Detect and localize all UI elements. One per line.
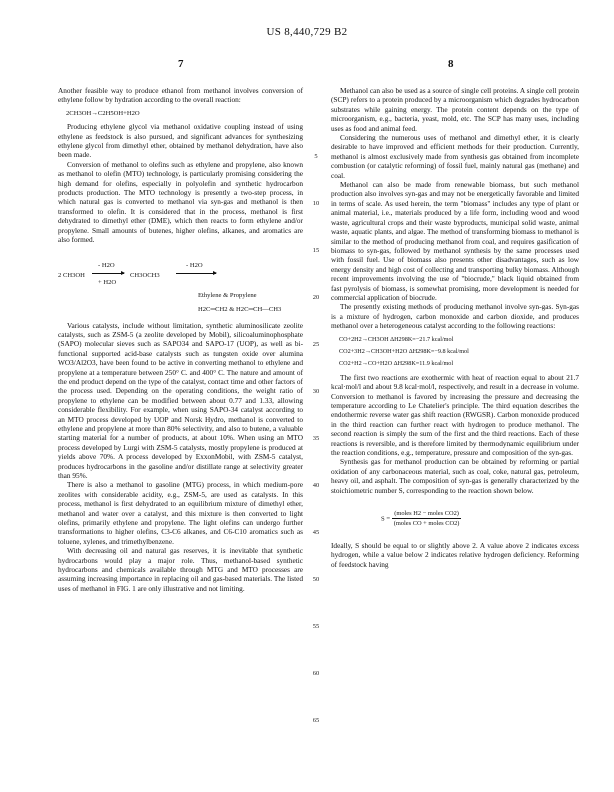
paragraph: Various catalysts, include without limitation, synthetic aluminosilicate zeolite catalysts, such as ZSM-5 (a zeolite developed by Mobil), silicoaluminophosphate (SAPO) molecular sieves such as SAPO34 and SAPO-17 (UOP), as well as bi-functional supported acid-base catalysts such as tungsten oxide over alumina WO3/Al2O3, have been found to be active in converting methanol to ethylene and propylene at a temperature between 250° C. and 400° C. The nature and amount of the end product depend on the type of the catalyst, contact time and other factors of the process used. Depending on the operating conditions, the weight ratio of propylene to ethylene can be modified between about 0.77 and 1.33, allowing considerable flexibility. For example, when using SAPO-34 catalyst according to an MTO process developed by UOP and Norsk Hydro, methanol is converted to ethylene and propylene at more than 80% selectivity, and also to butene, a valuable starting material for a number of products, at about 10%. When using an MTO process developed by Lurgi with ZSM-5 catalysts, mostly propylene is produced at yields above 70%. A process developed by ExxonMobil, with ZSM-5 catalyst, produces hydrocarbons in the gasoline and/or distillate range at selectivity greater than 95%. bbox=[58, 320, 303, 480]
paragraph: The first two reactions are exothermic with heat of reaction equal to about 21.7 kcal·mol/l and about 9.8 kcal·mol/l, respectively, and result in a decrease in volume. Conversion to methanol is favored by increasing the pressure and decreasing the temperature according to Le Chatelier's principle. The third equation describes the endothermic reverse water gas shift reaction (RWGSR). Carbon monoxide produced in the third reaction can further react with hydrogen to produce methanol. The second reaction is simply the sum of the first and the third reactions. Each of these reactions is reversible, and is therefore limited by thermodynamic equilibrium under the reaction conditions, e.g., temperature, pressure and composition of the syn-gas. bbox=[331, 372, 579, 458]
forward-arrow-icon bbox=[176, 273, 216, 274]
fraction bbox=[392, 509, 462, 529]
line-number: 25 bbox=[312, 341, 320, 348]
paragraph: Considering the numerous uses of methanol and dimethyl ether, it is clearly desirable to have improved and efficient methods for their production. Currently, methanol is almost exclusively made from synthesis gas obtained from incomplete combustion (or catalytic reforming) of fossil fuel, mainly natural gas (methane) and coal. bbox=[331, 133, 579, 180]
page-number-right: 8 bbox=[448, 58, 454, 70]
paragraph: Another feasible way to produce ethanol from methanol involves conversion of ethylene follow by hydration according to the overall reaction: bbox=[58, 86, 303, 105]
line-number: 15 bbox=[312, 247, 320, 254]
paragraph: Producing ethylene glycol via methanol oxidative coupling instead of using ethylene as feedstock is also pursued, and significant advances for synthesizing ethylene glycol from dimethyl ether, obtained by methanol dehydration, have also been made. bbox=[58, 122, 303, 160]
right-column bbox=[331, 86, 579, 569]
equation-rwgs: CO2+H2→CO+H2O ΔH298K=11.9 kcal/mol bbox=[339, 360, 454, 368]
line-number: 55 bbox=[312, 623, 320, 630]
paragraph: Methanol can also be used as a source of single cell proteins. A single cell protein (SCP) refers to a protein produced by a microorganism which degrades hydrocarbon substrates while gaining energy. The protein content depends on the type of microorganism, e.g., bacteria, yeast, mold, etc. The SCP has many uses, including uses as food and animal feed. bbox=[331, 86, 579, 133]
left-column bbox=[58, 86, 303, 593]
scheme-arrow2-label: - H2O bbox=[186, 261, 203, 269]
line-number: 50 bbox=[312, 576, 320, 583]
paragraph: Methanol can also be made from renewable biomass, but such methanol production also involves syn-gas and may not be energetically favorable and limited in terms of scale. As used herein, the term "biomass" includes any type of plant or animal material, i.e., materials produced by a life form, including wood and wood waste, agricultural crops and their waste byproducts, municipal solid waste, animal waste, aquatic plants, and algae. The method of transforming biomass to methanol is similar to the method of producing methanol from coal, and requires gasification of biomass to syn-gas, followed by methanol synthesis by the same processes used with fossil fuel. Use of biomass also presents other disadvantages, such as low energy density and high cost of collecting and transporting bulky biomass. Although recent improvements involving the use of "biocrude," black liquid obtained from fast pyrolysis of biomass, is somewhat promising, more development is needed for commercial application of biocrude. bbox=[331, 180, 579, 302]
equation-lhs: S = bbox=[381, 515, 391, 523]
forward-arrow-icon bbox=[92, 273, 124, 274]
scheme-product-formula: H2C═CH2 & H2C═CH—CH3 bbox=[198, 305, 282, 313]
line-number: 30 bbox=[312, 388, 320, 395]
stoichiometric-number-equation bbox=[381, 509, 579, 529]
paragraph: Ideally, S should be equal to or slightly above 2. A value above 2 indicates excess hydrogen, while a value below 2 indicates relative hydrogen deficiency. Reforming of feedstock having bbox=[331, 540, 579, 569]
scheme-reactant: 2 CH3OH bbox=[58, 271, 85, 279]
paragraph: There is also a methanol to gasoline (MTG) process, in which medium-pore zeolites with considerable acidity, e.g., ZSM-5, are used as catalysts. In this process, methanol is first dehydrated to an equilibrium mixture of dimethyl ether, methanol and water over a catalyst, and this mixture is then converted to light olefins, primarily ethylene and propylene. The light olefins can undergo further transformations to higher olefins, C3-C6 alkanes, and C6-C10 aromatics such as toluene, xylenes, and trimethylbenzene. bbox=[58, 480, 303, 546]
line-number: 20 bbox=[312, 294, 320, 301]
fraction-denominator: (moles CO + moles CO2) bbox=[393, 520, 460, 528]
line-number: 40 bbox=[312, 482, 320, 489]
mto-reaction-scheme bbox=[58, 251, 303, 315]
paragraph: The presently existing methods of producing methanol involve syn-gas. Syn-gas is a mixture of hydrogen, carbon monoxide and carbon dioxide, and produces methanol over a heterogeneous catalyst according to the following reactions: bbox=[331, 302, 579, 331]
scheme-arrow1-label: - H2O bbox=[98, 261, 115, 269]
page-number-left: 7 bbox=[178, 58, 184, 70]
paragraph: Conversion of methanol to olefins such as ethylene and propylene, also known as methanol to olefin (MTO) technology, is particularly promising considering the high demand for olefins, especially in polyolefin and synthetic hydrocarbon products production. The MTO technology is presently a two-step process, in which natural gas is converted to methanol via syn-gas and methanol is then transformed to olefin. It is considered that in the process, methanol is first dehydrated to dimethyl ether (DME), which then reacts to form ethylene and/or propylene. Small amounts of butenes, higher olefins, alkanes, and aromatics are also formed. bbox=[58, 159, 303, 245]
line-number: 45 bbox=[312, 529, 320, 536]
scheme-arrow1-label-bottom: + H2O bbox=[98, 278, 117, 286]
equation-ethanol: 2CH3OH→C2H5OH+H2O bbox=[66, 109, 140, 117]
patent-number: US 8,440,729 B2 bbox=[266, 26, 348, 38]
paragraph: With decreasing oil and natural gas reserves, it is inevitable that synthetic hydrocarbons would play a major role. Thus, methanol-based synthetic hydrocarbons and chemicals available through MTG and MTO processes are assuming increasing importance in replacing oil and gas-based materials. The listed uses of methanol in FIG. 1 are only illustrative and not limiting. bbox=[58, 546, 303, 593]
line-number: 35 bbox=[312, 435, 320, 442]
line-number: 10 bbox=[312, 200, 320, 207]
equation-co-hydrogenation: CO+2H2→CH3OH ΔH298K=−21.7 kcal/mol bbox=[339, 335, 454, 343]
scheme-dme: CH3OCH3 bbox=[130, 271, 160, 279]
scheme-products: Ethylene & Propylene bbox=[198, 291, 257, 299]
paragraph: Synthesis gas for methanol production can be obtained by reforming or partial oxidation of any carbonaceous material, such as coal, coke, natural gas, petroleum, heavy oil, and asphalt. The composition of syn-gas is generally characterized by the stoichiometric number S, corresponding to the reaction shown below. bbox=[331, 457, 579, 495]
line-number: 5 bbox=[314, 153, 318, 160]
line-number: 65 bbox=[312, 717, 320, 724]
equation-co2-hydrogenation: CO2+3H2→CH3OH+H2O ΔH298K=−9.8 kcal/mol bbox=[339, 347, 469, 355]
fraction-numerator: (moles H2 − moles CO2) bbox=[392, 509, 462, 519]
line-number: 60 bbox=[312, 670, 320, 677]
